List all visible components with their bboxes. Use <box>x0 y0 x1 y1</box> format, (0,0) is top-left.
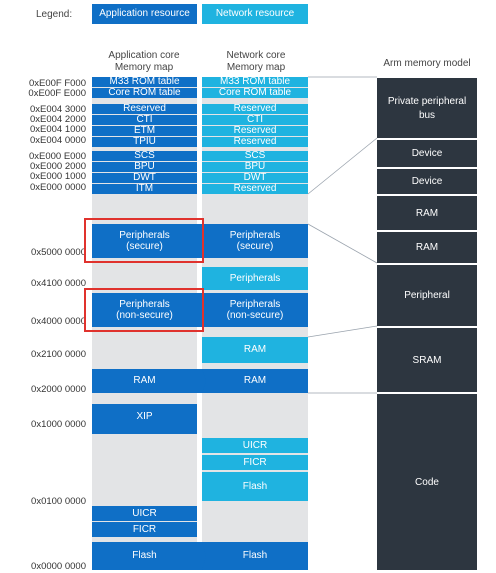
legend-network-resource: Network resource <box>202 4 308 24</box>
app-header-line2: Memory map <box>114 62 174 73</box>
arm-device: Device <box>377 140 477 167</box>
app-peripherals-nonsecure-line2: (non-secure) <box>116 310 173 321</box>
net-peripherals-nonsecure-line2: (non-secure) <box>226 310 284 321</box>
net-flash-shared: Flash <box>202 542 308 570</box>
net-reserved: Reserved <box>202 184 308 194</box>
arrow-ram <box>197 369 206 393</box>
net-ram: RAM <box>202 337 308 363</box>
address-label: 0x5000 0000 <box>31 247 86 258</box>
address-label: 0xE004 3000 <box>30 104 86 115</box>
address-label: 0xE000 1000 <box>30 171 86 182</box>
arm-ram: RAM <box>377 196 477 230</box>
line-periph-bottom <box>308 326 377 337</box>
app-reserved: Reserved <box>92 104 197 114</box>
legend-application-resource: Application resource <box>92 4 197 24</box>
net-peripherals-nonsecure-line1: Peripherals <box>229 298 281 310</box>
address-label: 0xE00F F000 <box>28 78 86 89</box>
app-bpu: BPU <box>92 162 197 172</box>
address-label: 0x2100 0000 <box>31 349 86 360</box>
address-label: 0x4100 0000 <box>31 278 86 289</box>
net-ram-shared: RAM <box>202 369 308 393</box>
app-cti: CTI <box>92 115 197 125</box>
net-flash: Flash <box>202 472 308 501</box>
net-reserved: Reserved <box>202 137 308 147</box>
address-label: 0xE004 2000 <box>30 114 86 125</box>
address-label: 0xE000 2000 <box>30 161 86 172</box>
address-label: 0x0000 0000 <box>31 561 86 572</box>
arrow-flash <box>197 542 206 570</box>
address-label: 0x2000 0000 <box>31 384 86 395</box>
net-dwt: DWT <box>202 173 308 183</box>
app-dwt: DWT <box>92 173 197 183</box>
address-label: 0xE004 1000 <box>30 124 86 135</box>
app-m33-rom-table: M33 ROM table <box>92 77 197 87</box>
net-reserved: Reserved <box>202 126 308 136</box>
arm-ppb-line1: Private peripheral <box>387 95 467 107</box>
net-bpu: BPU <box>202 162 308 172</box>
app-peripherals-nonsecure-line1: Peripherals <box>119 298 170 310</box>
net-uicr: UICR <box>202 438 308 453</box>
arm-code: Code <box>377 394 477 570</box>
app-ficr: FICR <box>92 522 197 537</box>
address-label: 0xE000 E000 <box>28 151 86 162</box>
app-xip: XIP <box>92 404 197 434</box>
net-scs: SCS <box>202 151 308 161</box>
net-core-rom-table: Core ROM table <box>202 88 308 98</box>
net-header-line2: Memory map <box>226 62 286 73</box>
net-cti: CTI <box>202 115 308 125</box>
highlight-app-peripherals-secure <box>84 218 204 263</box>
app-peripherals-secure-line2: (secure) <box>126 241 163 252</box>
address-label: 0x4000 0000 <box>31 316 86 327</box>
legend-label: Legend: <box>36 9 73 20</box>
net-header-line1: Network core <box>226 50 286 61</box>
app-itm: ITM <box>92 184 197 194</box>
app-uicr: UICR <box>92 506 197 521</box>
net-peripherals-secure-line1: Peripherals <box>229 229 281 241</box>
address-label: 0xE00F E000 <box>28 88 86 99</box>
address-label: 0x1000 0000 <box>31 419 86 430</box>
arm-model-header: Arm memory model <box>383 58 471 69</box>
address-label: 0xE000 0000 <box>30 182 86 193</box>
arm-sram: SRAM <box>377 328 477 392</box>
arm-ram: RAM <box>377 232 477 263</box>
net-reserved: Reserved <box>202 104 308 114</box>
app-header-line1: Application core <box>108 50 180 61</box>
net-peripherals: Peripherals <box>202 267 308 290</box>
line-ppb-bottom <box>308 138 377 194</box>
app-flash: Flash <box>92 542 197 570</box>
app-peripherals-secure-line1: Peripherals <box>119 229 170 241</box>
app-tpiu: TPIU <box>92 137 197 147</box>
address-label: 0x0100 0000 <box>31 496 86 507</box>
app-ram: RAM <box>92 369 197 393</box>
app-scs: SCS <box>92 151 197 161</box>
line-periph-top <box>308 224 377 263</box>
arm-peripheral: Peripheral <box>377 265 477 326</box>
arm-device: Device <box>377 169 477 194</box>
arm-private-peripheral-bus <box>377 78 477 138</box>
net-peripherals-secure-line2: (secure) <box>236 241 274 252</box>
highlight-app-peripherals-nonsecure <box>84 288 204 332</box>
app-etm: ETM <box>92 126 197 136</box>
app-core-rom-table: Core ROM table <box>92 88 197 98</box>
arm-ppb-line2: bus <box>418 109 436 121</box>
address-label: 0xE004 0000 <box>30 135 86 146</box>
net-ficr: FICR <box>202 455 308 470</box>
net-m33-rom-table: M33 ROM table <box>202 77 308 87</box>
